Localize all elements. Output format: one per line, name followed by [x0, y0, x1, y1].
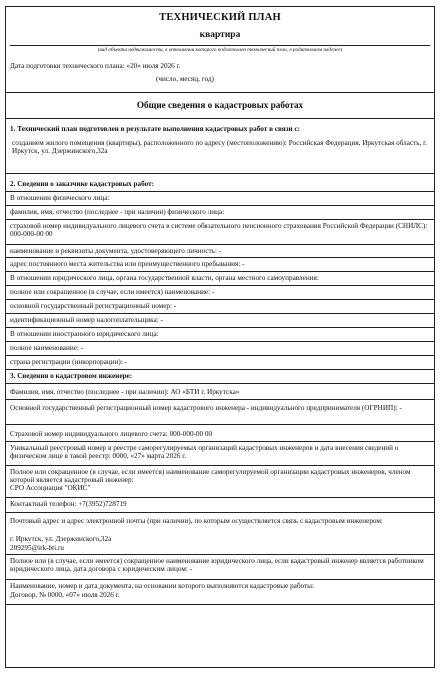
preparation-date: Дата подготовки технического плана: «20» июля 2026 г. — [10, 62, 181, 70]
s3-row: Почтовый адрес и адрес электронной почты (при наличии), по которым осуществляется связь с кадастровым инженером: — [10, 517, 383, 525]
s2-row: основной государственный регистрационный номер: - — [6, 300, 434, 314]
object-underline — [10, 45, 430, 46]
document-page — [5, 6, 435, 668]
object-caption: (вид объекта недвижимости, в отношении которого подготовлен технический план, в родительном падеже) — [97, 47, 343, 53]
s3-address: г. Иркутск, ул. Дзержинского,32а — [10, 535, 112, 543]
s3-row: Наименование, номер и дата документа, на основании которого выполняются кадастровые работы: — [10, 582, 314, 590]
s3-row: Страховой номер индивидуального лицевого счета: 000-000-00 00 — [6, 425, 434, 442]
s2-row: полное или сокращенное (в случае, если имеется) наименование: - — [6, 286, 434, 300]
s3-row: Полное или (в случае, если имеется) сокращенное наименование юридического лица, если кадастровый инженер является работником юридического лица, дата договора с юридическим лицом: - — [6, 555, 434, 580]
s3-email: 209295@irk-bti.ru — [6, 544, 434, 555]
s2-row: адрес постоянного места жительства или преимущественного пребывания: - — [6, 258, 434, 272]
s2-row: идентификационный номер налогоплательщика: - — [6, 314, 434, 328]
s2-heading: 2. Сведения о заказчике кадастровых работ: — [6, 174, 434, 192]
s2-row: В отношении физического лица: — [6, 192, 434, 206]
s3-contract: Договор, № 0000, «07» июля 2026 г. — [6, 591, 434, 605]
s3-row: Полное или сокращенное (в случае, если имеется) наименование саморегулируемой организации кадастровых инженеров, членом которой является кадастровый инженер: — [10, 468, 411, 485]
section-title: Общие сведения о кадастровых работах — [6, 93, 434, 119]
s3-row: Фамилия, имя, отчество (последнее - при наличии): АО «БТИ г. Иркутска» — [6, 384, 434, 400]
date-caption: (число, месяц, год) — [156, 75, 214, 83]
s2-row: страховой номер индивидуального лицевого счета в системе обязательного пенсионного страхования Российской Федерации (СНИЛС): 000-000-00 00 — [6, 220, 434, 245]
s3-heading: 3. Сведения о кадастровом инженере: — [6, 370, 434, 384]
document-title: ТЕХНИЧЕСКИЙ ПЛАН — [159, 12, 281, 23]
s2-row: полное наименование: - — [6, 342, 434, 356]
s3-sro-name: СРО Ассоциация "ОКИС" — [6, 484, 434, 498]
s2-row: В отношении иностранного юридического лица: — [6, 328, 434, 342]
s2-row: В отношении юридического лица, органа государственной власти, органа местного самоуправления: — [6, 272, 434, 286]
s2-row: наименование и реквизиты документа, удостоверяющего личность: - — [6, 245, 434, 258]
s3-row: Уникальный реестровый номер в реестре саморегулируемых организаций кадастровых инженеров и дата внесения сведений о физическом лице в такой реестр: 0000, «27» марта 2026 г. — [6, 442, 434, 466]
s2-row: страна регистрации (инкорпорации): - — [6, 356, 434, 370]
s1-heading: 1. Технический план подготовлен в результате выполнения кадастровых работ в связи с: — [10, 125, 301, 133]
s2-row: фамилия, имя, отчество (последнее - при наличии) физического лица: — [6, 206, 434, 220]
s3-row: Контактный телефон: +7(3952)728719 — [6, 498, 434, 513]
s1-text: созданием жилого помещения (квартиры), расположенного по адресу (местоположению): Российская Федерация, Иркутская область, г. Иркутск, ул. Дзержинского,32а — [6, 139, 434, 174]
object-type: квартира — [199, 30, 241, 40]
s3-row: Основной государственный регистрационный номер кадастрового инженера - индивидуального предпринимателя (ОГРНИП): - — [6, 400, 434, 425]
